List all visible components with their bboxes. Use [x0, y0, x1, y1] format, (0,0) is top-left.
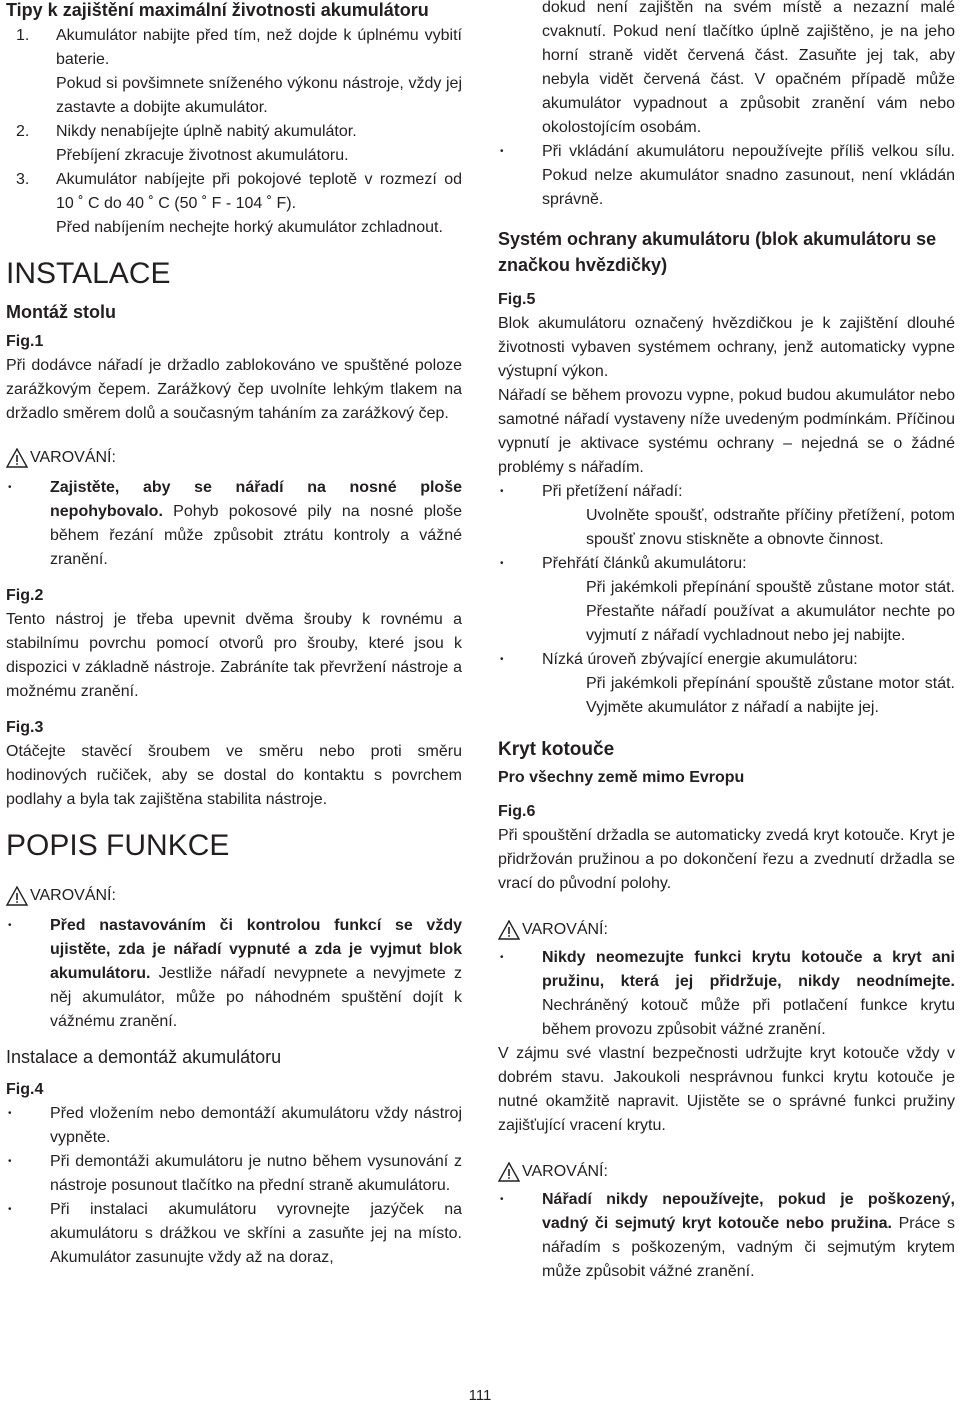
warning-list [6, 476, 462, 572]
fig4-list [6, 1102, 462, 1270]
tip-extra: Před nabíjením nechejte horký akumulátor zchladnout. [56, 219, 443, 236]
list-number: 1. [16, 27, 30, 44]
condition-detail: Uvolněte spoušť, odstraňte příčiny přetížení, potom spoušť znovu stiskněte a obnovte činnost. [586, 507, 955, 548]
list-item [498, 552, 955, 648]
warning-heading [498, 918, 955, 942]
warning-bold-text: Nářadí nikdy nepoužívejte, pokud je poškozený, vadný či sejmutý kryt kotouče nebo pružina. [542, 1191, 955, 1232]
condition-detail: Při jakémkoli přepínání spouště zůstane motor stát. Vyjměte akumulátor z nářadí a nabijte jej. [586, 675, 955, 716]
instalace-heading: INSTALACE [6, 257, 171, 290]
fig5-label: Fig.5 [498, 291, 536, 308]
warning-bold-text: Zajistěte, aby se nářadí na nosné ploše nepohybovalo. [50, 479, 462, 520]
warning-bold-text: Před nastavováním či kontrolou funkcí se vždy ujistěte, zda je nářadí vypnuté a zda je vyjmut blok akumulátoru. [50, 917, 462, 982]
list-item [498, 648, 955, 720]
tips-heading: Tipy k zajištění maximální životnosti akumulátoru [6, 0, 429, 20]
fig1-label: Fig.1 [6, 333, 44, 350]
warning-text: Pohyb pokosové pily na nosné ploše během řezání může způsobit ztrátu kontroly a vážné zranění. [50, 503, 462, 568]
warning-list [498, 946, 955, 1042]
condition-label: • Nízká úroveň zbývající energie akumulátoru: [542, 651, 858, 668]
fig1-text: Při dodávce nářadí je držadlo zablokováno ve spuštěné poloze zarážkovým čepem. Zarážkový čep uvolníte lehkým tlakem na držadlo směrem dolů a současným taháním za zarážkový čep. [6, 357, 462, 422]
warning-label: VAROVÁNÍ: [30, 887, 116, 904]
fig5-text-1: Blok akumulátoru označený hvězdičkou je k zajištění dlouhé životnosti vybaven systémem ochrany, jenž automaticky vypne výstupní výkon. [498, 315, 955, 380]
warning-triangle-icon [6, 886, 28, 906]
warning-text: Práce s nářadím s poškozeným, vadným či sejmutým krytem může způsobit vážné zranění. [542, 1215, 956, 1280]
battery-list [498, 140, 955, 212]
tip-extra: Pokud si povšimnete sníženého výkonu nástroje, vždy jej zastavte a dobijte akumulátor. [56, 75, 462, 116]
tip-text: Akumulátor nabíjejte při pokojové teplotě v rozmezí od 10 ˚ C do 40 ˚ C (50 ˚ F - 104 ˚ F). [56, 171, 462, 212]
list-item [498, 1188, 955, 1284]
kryt-heading: Kryt kotouče [498, 739, 615, 760]
fig3-label: Fig.3 [6, 719, 44, 736]
kryt-text: V zájmu své vlastní bezpečnosti udržujte kryt kotouče vždy v dobrém stavu. Jakoukoli nesprávnou funkci krytu kotouče je nutné okamžitě napravit. Ujistěte se o správné funkci pružiny zajišťující vracení krytu. [498, 1045, 955, 1134]
condition-label: • Při přetížení nářadí: [542, 483, 683, 500]
page-number: 111 [468, 1387, 492, 1404]
warning-triangle-icon [498, 1162, 520, 1182]
tip-text: Nikdy nenabíjejte úplně nabitý akumulátor. [56, 123, 357, 140]
pro-heading: Pro všechny země mimo Evropu [498, 769, 745, 786]
list-item: • Před vložením nebo demontáží akumulátoru vždy nástroj vypněte. [6, 1102, 462, 1150]
list-item [6, 476, 462, 572]
warning-heading [6, 884, 462, 908]
conditions-list [498, 480, 955, 720]
warning-label: VAROVÁNÍ: [522, 921, 608, 938]
fig6-text: Při spouštění držadla se automaticky zvedá kryt kotouče. Kryt je přidržován pružinou a po dokončení řezu a zvednutí držadla se vrací do původní polohy. [498, 827, 955, 892]
warning-text: Nechráněný kotouč může při potlačení funkce krytu během provozu způsobit vážné zranění. [542, 997, 955, 1038]
warning-triangle-icon [6, 448, 28, 468]
list-item [6, 120, 462, 168]
warning-heading [498, 1160, 955, 1184]
fig3-text: Otáčejte stavěcí šroubem ve směru nebo proti směru hodinových ručiček, aby se dostal do kontaktu s povrchem podlahy a byla tak zajištěna stabilita nástroje. [6, 743, 462, 808]
fig2-label: Fig.2 [6, 587, 44, 604]
warning-heading [6, 446, 462, 470]
instalace-demontaz-heading: Instalace a demontáž akumulátoru [6, 1047, 282, 1067]
fig5-text-2: Nářadí se během provozu vypne, pokud budou akumulátor nebo samotné nářadí vystaveny níže uvedeným podmínkám. Příčinou vypnutí je aktivace systému ochrany – nejedná se o žádné problémy s nářadím. [498, 387, 955, 476]
tips-list [6, 24, 462, 240]
system-heading: Systém ochrany akumulátoru (blok akumulátoru se značkou hvězdičky) [498, 229, 937, 275]
list-item: • Při demontáži akumulátoru je nutno během vysunování z nástroje posunout tlačítko na přední straně akumulátoru. [6, 1150, 462, 1198]
fig6-label: Fig.6 [498, 803, 536, 820]
continued-text: dokud není zajištěn na svém místě a nezazní malé cvaknutí. Pokud není tlačítko úplně zajištěno, je na jeho horní straně vidět červená část. Zasuňte jej tak, aby nebyla vidět červená část. V opačném případě může akumulátor vypadnout a způsobit zranění vám nebo okolostojícím osobám. [542, 0, 955, 136]
list-number: 2. [16, 123, 30, 140]
warning-label: VAROVÁNÍ: [522, 1163, 608, 1180]
left-column [6, 0, 462, 1270]
warning-triangle-icon [498, 920, 520, 940]
list-item [498, 946, 955, 1042]
list-item: • Při instalaci akumulátoru vyrovnejte jazýček na akumulátoru s drážkou ve skříni a zasuňte jej na místo. Akumulátor zasunujte vždy až na doraz, [6, 1198, 462, 1270]
right-column [498, 0, 955, 1284]
warning-label: VAROVÁNÍ: [30, 449, 116, 466]
fig2-text: Tento nástroj je třeba upevnit dvěma šrouby k rovnému a stabilnímu povrchu pomocí otvorů pro šrouby, které jsou k dispozici v základně nástroje. Zabráníte tak převržení nástroje a možnému zranění. [6, 611, 462, 700]
list-item: • Při vkládání akumulátoru nepoužívejte příliš velkou sílu. Pokud nelze akumulátor snadno zasunout, není vkládán správně. [498, 140, 955, 212]
tip-extra: Přebíjení zkracuje životnost akumulátoru. [56, 147, 349, 164]
warning-bold-text: Nikdy neomezujte funkci krytu kotouče a kryt ani pružinu, která jej přidržuje, nikdy neodnímejte. [542, 949, 955, 990]
fig4-label: Fig.4 [6, 1081, 44, 1098]
list-item [6, 168, 462, 240]
montaz-heading: Montáž stolu [6, 302, 116, 322]
list-number: 3. [16, 171, 30, 188]
warning-list [498, 1188, 955, 1284]
list-item [6, 914, 462, 1034]
list-item [6, 24, 462, 120]
warning-text: Jestliže nářadí nevypnete a nevyjmete z něj akumulátor, může po náhodném spuštění dojít k vážnému zranění. [50, 965, 462, 1030]
warning-list [6, 914, 462, 1034]
condition-detail: Při jakémkoli přepínání spouště zůstane motor stát. Přestaňte nářadí používat a akumulátor nechte po vyjmutí z nářadí vychladnout nebo jej nabijte. [586, 579, 955, 644]
list-item [498, 480, 955, 552]
tip-text: Akumulátor nabijte před tím, než dojde k úplnému vybití baterie. [56, 27, 462, 68]
popis-heading: POPIS FUNKCE [6, 829, 230, 862]
condition-label: • Přehřátí článků akumulátoru: [542, 555, 747, 572]
